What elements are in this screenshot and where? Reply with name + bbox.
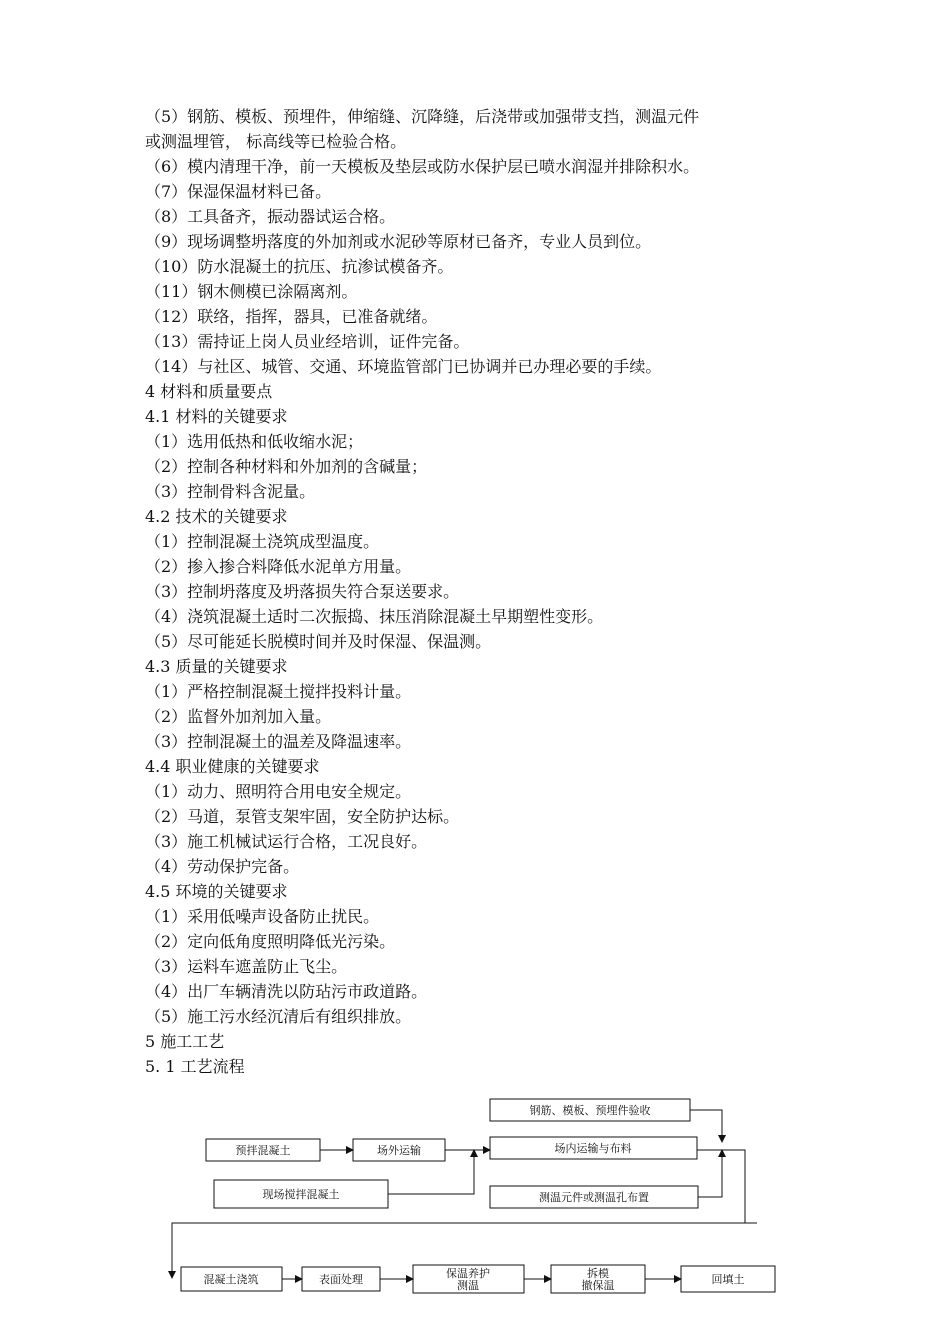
flow-label-temp-sensor: 测温元件或测温孔布置 xyxy=(539,1191,649,1204)
text-line: （9）现场调整坍落度的外加剂或水泥砂等原材已备齐，专业人员到位。 xyxy=(145,232,652,251)
text-line: （2）马道，泵管支架牢固，安全防护达标。 xyxy=(145,807,460,826)
subsection-heading: 4.3 质量的关键要求 xyxy=(145,657,288,676)
flow-connector xyxy=(697,1150,745,1223)
subsection-heading: 4.4 职业健康的关键要求 xyxy=(145,757,320,776)
text-line: （7）保湿保温材料已备。 xyxy=(145,182,332,201)
section-heading: 4 材料和质量要点 xyxy=(145,382,273,401)
flow-label-premix-concrete: 预拌混凝土 xyxy=(235,1144,291,1157)
text-line: 或测温埋管， 标高线等已检验合格。 xyxy=(145,132,407,151)
text-line: （4）劳动保护完备。 xyxy=(145,857,300,876)
subsection-heading: 4.2 技术的关键要求 xyxy=(145,507,288,526)
flow-label-backfill: 回填土 xyxy=(711,1273,745,1286)
flow-label-surface-treatment: 表面处理 xyxy=(319,1273,363,1286)
text-line: （1）选用低热和低收缩水泥； xyxy=(145,432,364,451)
flow-label-onsite-transport: 场内运输与布料 xyxy=(554,1142,632,1155)
text-line: （6）模内清理干净，前一天模板及垫层或防水保护层已喷水润湿并排除积水。 xyxy=(145,157,700,176)
text-line: （5）施工污水经沉清后有组织排放。 xyxy=(145,1007,412,1026)
flow-label-insulation-removal: 撤保温 xyxy=(581,1279,615,1292)
text-line: （2）掺入掺合料降低水泥单方用量。 xyxy=(145,557,412,576)
text-line: （11）钢木侧模已涂隔离剂。 xyxy=(145,282,358,301)
text-line: （12）联络，指挥，器具，已准备就绪。 xyxy=(145,307,438,326)
text-line: （2）控制各种材料和外加剂的含碱量； xyxy=(145,457,428,476)
text-line: （10）防水混凝土的抗压、抗渗试模备齐。 xyxy=(145,257,454,276)
text-line: （3）施工机械试运行合格，工况良好。 xyxy=(145,832,428,851)
section-heading: 5 施工工艺 xyxy=(145,1032,225,1051)
text-line: （1）控制混凝土浇筑成型温度。 xyxy=(145,532,380,551)
text-line: （5）钢筋、模板、预埋件，伸缩缝、沉降缝，后浇带或加强带支挡，测温元件 xyxy=(145,107,700,126)
text-line: （3）控制坍落度及坍落损失符合泵送要求。 xyxy=(145,582,460,601)
text-line: （3）控制骨料含泥量。 xyxy=(145,482,316,501)
flow-arrow xyxy=(698,1150,722,1197)
text-line: （4）出厂车辆清洗以防玷污市政道路。 xyxy=(145,982,428,1001)
text-line: （5）尽可能延长脱模时间并及时保湿、保温测。 xyxy=(145,632,492,651)
flow-label-temp-measure: 测温 xyxy=(457,1279,479,1292)
text-line: （4）浇筑混凝土适时二次振捣、抹压消除混凝土早期塑性变形。 xyxy=(145,607,604,626)
subsection-heading: 4.5 环境的关键要求 xyxy=(145,882,288,901)
text-line: （3）控制混凝土的温差及降温速率。 xyxy=(145,732,412,751)
text-line: （13）需持证上岗人员业经培训，证件完备。 xyxy=(145,332,470,351)
flow-label-curing: 保温养护 xyxy=(446,1267,490,1280)
text-line: （3）运料车遮盖防止飞尘。 xyxy=(145,957,348,976)
flow-label-pouring: 混凝土浇筑 xyxy=(203,1273,259,1286)
flow-label-rebar-inspection: 钢筋、模板、预埋件验收 xyxy=(529,1104,651,1117)
text-line: （1）动力、照明符合用电安全规定。 xyxy=(145,782,412,801)
text-line: （1）采用低噪声设备防止扰民。 xyxy=(145,907,380,926)
flow-label-formwork-removal: 拆模 xyxy=(587,1267,609,1280)
text-line: （8）工具备齐，振动器试运合格。 xyxy=(145,207,396,226)
text-line: （1）严格控制混凝土搅拌投料计量。 xyxy=(145,682,412,701)
text-line: （14）与社区、城管、交通、环境监管部门已协调并已办理必要的手续。 xyxy=(145,357,662,376)
subsection-heading: 4.1 材料的关键要求 xyxy=(145,407,288,426)
flow-label-offsite-transport: 场外运输 xyxy=(377,1144,421,1157)
text-line: （2）定向低角度照明降低光污染。 xyxy=(145,932,396,951)
flow-label-site-mixing: 现场搅拌混凝土 xyxy=(262,1188,340,1201)
text-line: （2）监督外加剂加入量。 xyxy=(145,707,332,726)
subsection-heading: 5. 1 工艺流程 xyxy=(145,1057,245,1076)
